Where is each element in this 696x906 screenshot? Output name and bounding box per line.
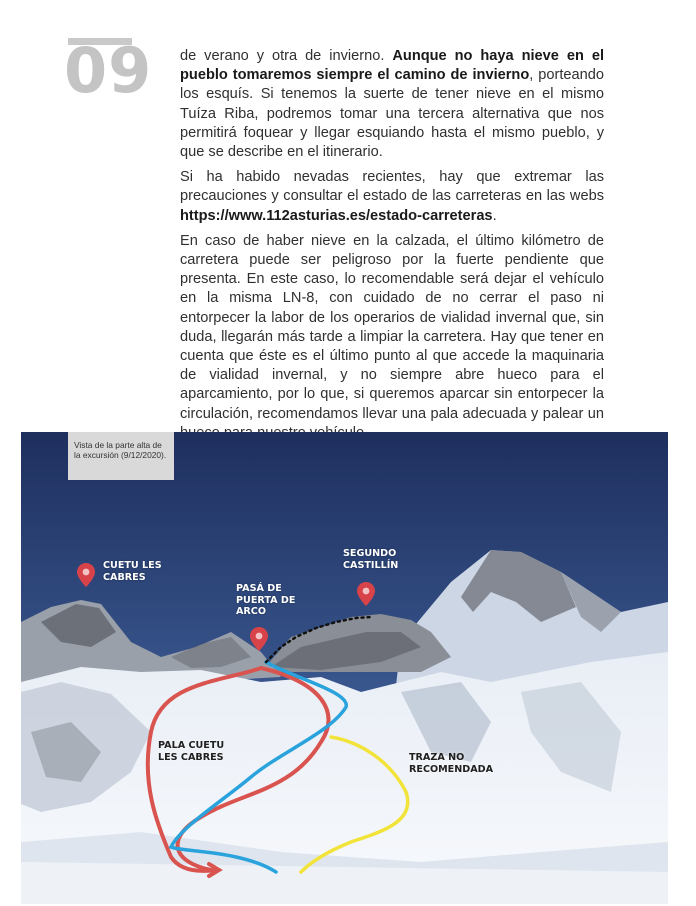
label-segundo: SEGUNDO CASTILLÍN [343, 548, 399, 571]
pin-icon-cuetu [77, 563, 95, 587]
paragraph-1-text-a: de verano y otra de invierno. [180, 48, 393, 64]
pin-icon-pasa [250, 627, 268, 651]
pin-icon-segundo [357, 582, 375, 606]
paragraph-2-text-a: Si ha habido nevadas recientes, hay que extremar las precauciones y consultar el estado de las carreteras en las webs [180, 169, 604, 205]
paragraph-1 [180, 47, 604, 162]
roads-link[interactable]: https://www.112asturias.es/estado-carreteras [180, 207, 493, 224]
mountain-photo [21, 432, 668, 904]
label-pasa: PASÁ DE PUERTA DE ARCO [236, 583, 296, 617]
paragraph-2-text-b: . [492, 207, 497, 224]
mountain-photo-drawing [21, 432, 668, 904]
photo-caption: Vista de la parte alta de la excursión (9/12/2020). [68, 432, 174, 480]
paragraph-1-text-b: , porteando los esquís. Si tenemos la suerte de tener nieve en el mismo Tuíza Riba, podremos tomar una tercera alternativa que nos permitirá foquear y llegar esquiando hasta el mismo pueblo, y que se describe en el itinerario. [180, 67, 605, 161]
body-text [180, 47, 604, 449]
paragraph-1-bold: Aunque no haya nieve en el pueblo tomaremos siempre el camino de invierno [180, 48, 604, 84]
label-traza: TRAZA NO RECOMENDADA [409, 752, 494, 775]
label-pala: PALA CUETU LES CABRES [158, 740, 225, 763]
label-cuetu: CUETU LES CABRES [103, 560, 162, 583]
paragraph-3-text: En caso de haber nieve en la calzada, el último kilómetro de carretera puede ser peligroso por la fuerte pendiente que presenta. En este caso, lo recomendable será dejar el vehículo en la misma LN-8, con cuidado de no cerrar el paso ni entorpecer la labor de los operarios de vialidad invernal que, sin duda, llegarán más tarde a limpiar la carretera. Hay que tener en cuenta que éste es el último punto al que accede la maquinaria de vialidad invernal, y no siempre abre hueco para el aparcamiento, por lo que, si queremos aparcar sin entorpecer la circulación, recomendamos llevar una pala adecuada y palear un [180, 232, 604, 422]
paragraph-3 [180, 232, 604, 443]
chapter-number: 09 [64, 34, 153, 107]
paragraph-2 [180, 168, 604, 226]
